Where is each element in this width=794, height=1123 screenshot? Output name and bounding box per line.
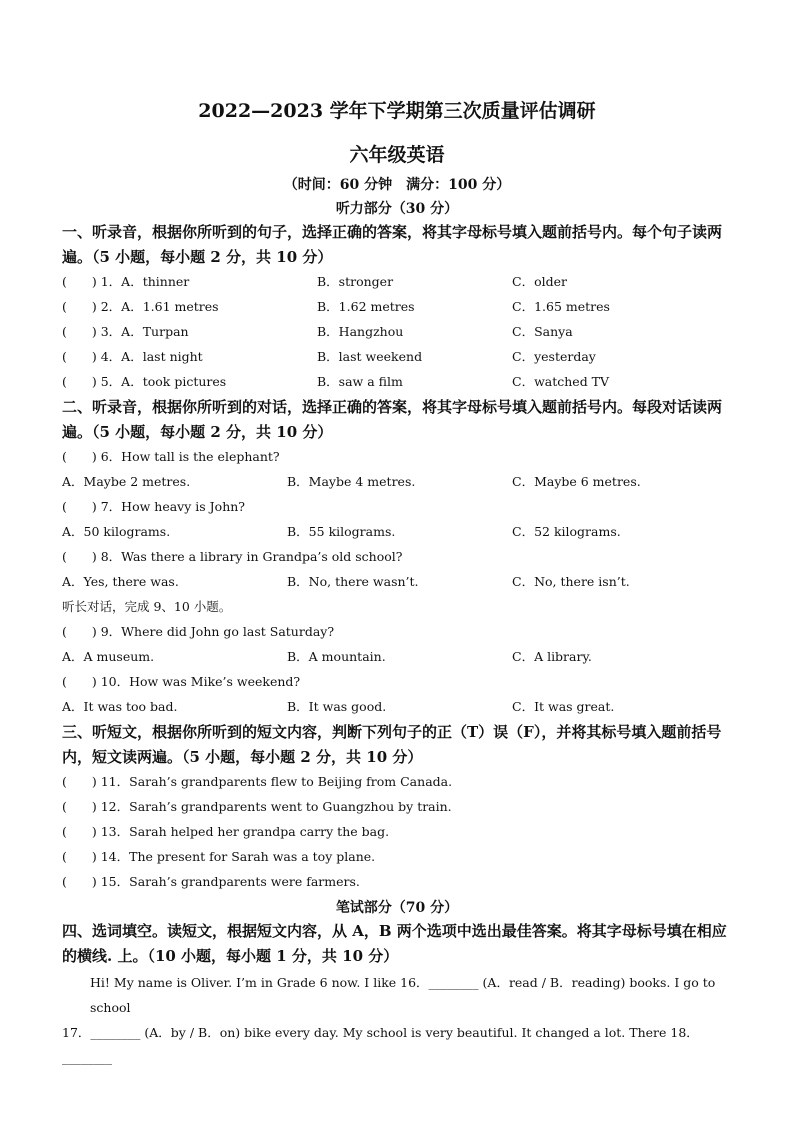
option-b: B．saw a film — [317, 374, 403, 389]
question-text: ( ) 9．Where did John go last Saturday? — [62, 624, 335, 639]
option-a: A．A museum. — [62, 649, 155, 664]
question-row — [62, 497, 734, 517]
option-b: B．No, there wasn’t. — [287, 574, 419, 589]
option-b: B．1.62 metres — [317, 299, 415, 314]
question-row — [62, 347, 734, 367]
question-row — [62, 322, 734, 342]
part3-instruction: 三、听短文，根据你所听到的短文内容，判断下列句子的正（T）误（F），并将其标号填入题前括号内，短文读两遍。（5 小题，每小题 2 分，共 10 分） — [62, 723, 722, 766]
question-row — [62, 297, 734, 317]
statement-text: ( ) 15．Sarah’s grandparents were farmers. — [62, 874, 360, 889]
exam-subtitle: 六年级英语 — [349, 144, 445, 166]
option-a: A．50 kilograms. — [62, 524, 171, 539]
statement-text: ( ) 13．Sarah helped her grandpa carry the bag. — [62, 824, 390, 839]
question-row — [62, 447, 734, 467]
writing-heading: 笔试部分（70 分） — [335, 900, 459, 916]
passage-line-1: Hi! My name is Oliver. I’m in Grade 6 now. I like 16．________ (A．read / B．reading) books. I go to school — [90, 975, 716, 1015]
option-b: B．It was good. — [287, 699, 387, 714]
statement-text: ( ) 11．Sarah’s grandparents flew to Beijing from Canada. — [62, 774, 453, 789]
option-b: B．Hangzhou — [317, 324, 404, 339]
option-b: B．stronger — [317, 274, 394, 289]
statement-row — [62, 772, 734, 792]
option-c: C．older — [512, 274, 567, 289]
options-row — [62, 647, 734, 667]
question-text: ( ) 5．A．took pictures — [62, 374, 227, 389]
option-a: A．It was too bad. — [62, 699, 178, 714]
statement-row — [62, 797, 734, 817]
question-row — [62, 272, 734, 292]
option-a: A．Maybe 2 metres. — [62, 474, 191, 489]
option-b: B．A mountain. — [287, 649, 386, 664]
question-row — [62, 672, 734, 692]
exam-title: 2022—2023 学年下学期第三次质量评估调研 — [198, 100, 596, 122]
options-row — [62, 472, 734, 492]
long-dialogue-note — [62, 597, 734, 617]
part1-instruction: 一、听录音，根据你所听到的句子，选择正确的答案，将其字母标号填入题前括号内。每个句子读两遍。（5 小题，每小题 2 分，共 10 分） — [62, 223, 723, 266]
option-b: B．last weekend — [317, 349, 423, 364]
question-row — [62, 622, 734, 642]
option-c: C．Maybe 6 metres. — [512, 474, 641, 489]
question-row — [62, 547, 734, 567]
statement-text: ( ) 12．Sarah’s grandparents went to Guangzhou by train. — [62, 799, 452, 814]
question-text: ( ) 1．A．thinner — [62, 274, 190, 289]
passage-text — [62, 970, 734, 1070]
question-text: ( ) 7．How heavy is John? — [62, 499, 246, 514]
option-a: A．Yes, there was. — [62, 574, 179, 589]
statement-row — [62, 847, 734, 867]
question-text: ( ) 8．Was there a library in Grandpa’s old school? — [62, 549, 403, 564]
options-row — [62, 572, 734, 592]
question-text: ( ) 3．A．Turpan — [62, 324, 189, 339]
statement-text: ( ) 14．The present for Sarah was a toy plane. — [62, 849, 376, 864]
option-c: C．yesterday — [512, 349, 596, 364]
passage-line-2: 17．________ (A．by / B．on) bike every day. My school is very beautiful. It changed a lot. There 18．________ — [62, 1025, 699, 1065]
question-row — [62, 372, 734, 392]
part2-instruction: 二、听录音，根据你所听到的对话，选择正确的答案，将其字母标号填入题前括号内。每段对话读两遍。（5 小题，每小题 2 分，共 10 分） — [62, 398, 723, 441]
option-c: C．No, there isn’t. — [512, 574, 630, 589]
option-c: C．watched TV — [512, 374, 610, 389]
options-row — [62, 522, 734, 542]
note-text: 听长对话，完成 9、10 小题。 — [62, 599, 232, 614]
listening-heading: 听力部分（30 分） — [335, 201, 459, 217]
option-c: C．A library. — [512, 649, 592, 664]
question-text: ( ) 10．How was Mike’s weekend? — [62, 674, 301, 689]
part4-instruction: 四、选词填空。读短文，根据短文内容，从 A，B 两个选项中选出最佳答案。将其字母标号填在相应的横线. 上。（10 小题，每小题 1 分，共 10 分） — [62, 922, 727, 965]
question-text: ( ) 4．A．last night — [62, 349, 203, 364]
question-text: ( ) 6．How tall is the elephant? — [62, 449, 280, 464]
option-b: B．Maybe 4 metres. — [287, 474, 416, 489]
options-row — [62, 697, 734, 717]
statement-row — [62, 872, 734, 892]
exam-info: （时间：60 分钟 满分：100 分） — [283, 177, 511, 193]
statement-row — [62, 822, 734, 842]
option-c: C．1.65 metres — [512, 299, 610, 314]
option-c: C．Sanya — [512, 324, 573, 339]
option-c: C．52 kilograms. — [512, 524, 621, 539]
question-text: ( ) 2．A．1.61 metres — [62, 299, 219, 314]
option-b: B．55 kilograms. — [287, 524, 396, 539]
option-c: C．It was great. — [512, 699, 615, 714]
